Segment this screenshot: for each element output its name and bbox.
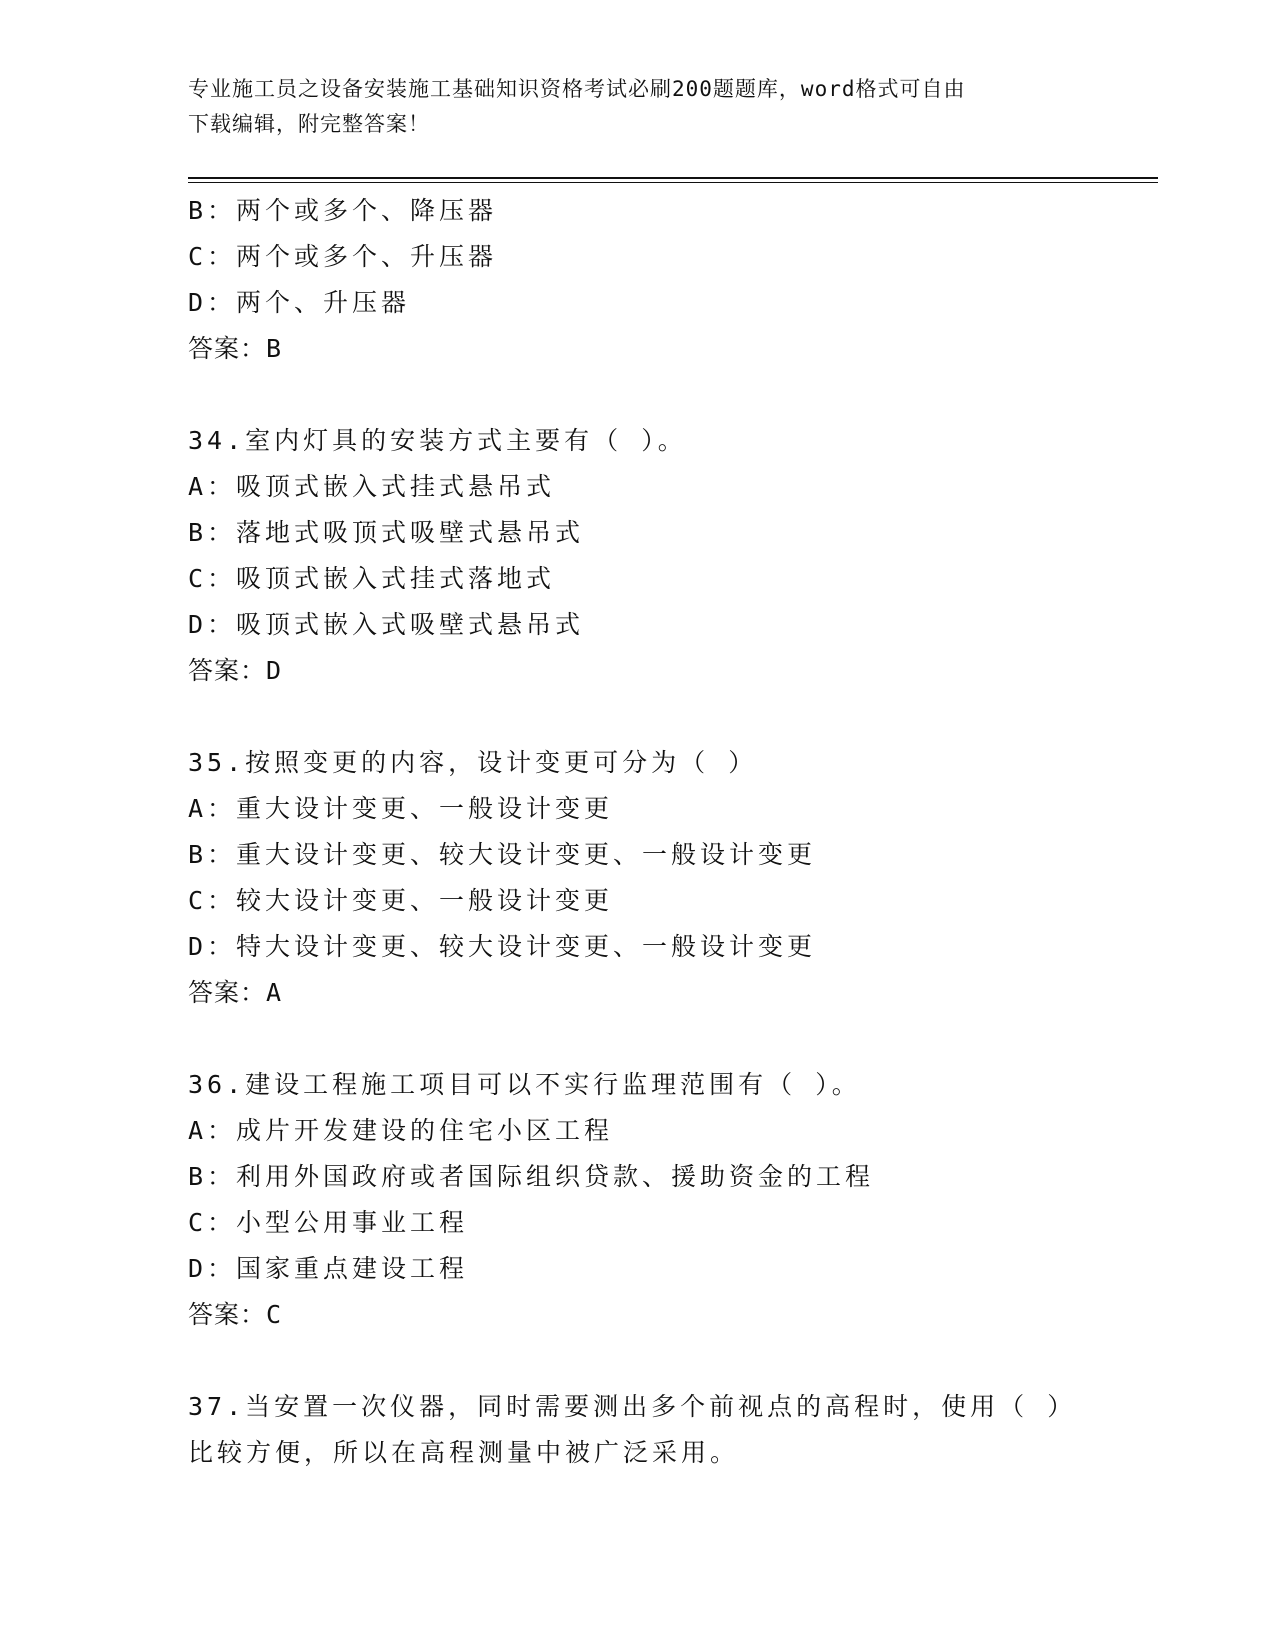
option-b: B：利用外国政府或者国际组织贷款、援助资金的工程 — [188, 1162, 875, 1191]
question-list — [188, 188, 1158, 1476]
option-d: D：两个、升压器 — [188, 288, 411, 317]
question-34 — [188, 418, 1158, 694]
option-c: C：小型公用事业工程 — [188, 1208, 469, 1237]
option-a: A：重大设计变更、一般设计变更 — [188, 794, 614, 823]
option-b: B：落地式吸顶式吸壁式悬吊式 — [188, 518, 585, 547]
option-d: D：特大设计变更、较大设计变更、一般设计变更 — [188, 932, 817, 961]
option-c: C：两个或多个、升压器 — [188, 242, 498, 271]
question-35 — [188, 740, 1158, 1016]
question-stem-line-1: 37.当安置一次仪器，同时需要测出多个前视点的高程时，使用（ ） — [188, 1392, 1077, 1421]
spacer — [188, 372, 1158, 418]
option-b: B：重大设计变更、较大设计变更、一般设计变更 — [188, 840, 817, 869]
option-a: A：成片开发建设的住宅小区工程 — [188, 1116, 614, 1145]
question-33-tail — [188, 188, 1158, 372]
option-d: D：国家重点建设工程 — [188, 1254, 469, 1283]
header-line-2: 下载编辑，附完整答案！ — [188, 112, 430, 136]
spacer — [188, 1338, 1158, 1384]
spacer — [188, 694, 1158, 740]
header-divider-thick — [188, 177, 1158, 179]
spacer — [188, 1016, 1158, 1062]
question-stem: 35.按照变更的内容，设计变更可分为（ ） — [188, 748, 758, 777]
header-divider-thin — [188, 182, 1158, 183]
question-37 — [188, 1384, 1158, 1476]
answer: 答案：C — [188, 1300, 283, 1329]
option-a: A：吸顶式嵌入式挂式悬吊式 — [188, 472, 556, 501]
answer: 答案：D — [188, 656, 283, 685]
answer: 答案：A — [188, 978, 283, 1007]
option-c: C：吸顶式嵌入式挂式落地式 — [188, 564, 556, 593]
question-36 — [188, 1062, 1158, 1338]
option-b: B：两个或多个、降压器 — [188, 196, 498, 225]
question-stem-line-2: 比较方便，所以在高程测量中被广泛采用。 — [188, 1438, 740, 1467]
question-stem: 36.建设工程施工项目可以不实行监理范围有（ ）。 — [188, 1070, 861, 1099]
option-c: C：较大设计变更、一般设计变更 — [188, 886, 614, 915]
header-line-1: 专业施工员之设备安装施工基础知识资格考试必刷200题题库，word格式可自由 — [188, 77, 966, 101]
question-stem: 34.室内灯具的安装方式主要有（ ）。 — [188, 426, 687, 455]
option-d: D：吸顶式嵌入式吸壁式悬吊式 — [188, 610, 585, 639]
answer: 答案：B — [188, 334, 283, 363]
document-header — [188, 72, 1088, 142]
